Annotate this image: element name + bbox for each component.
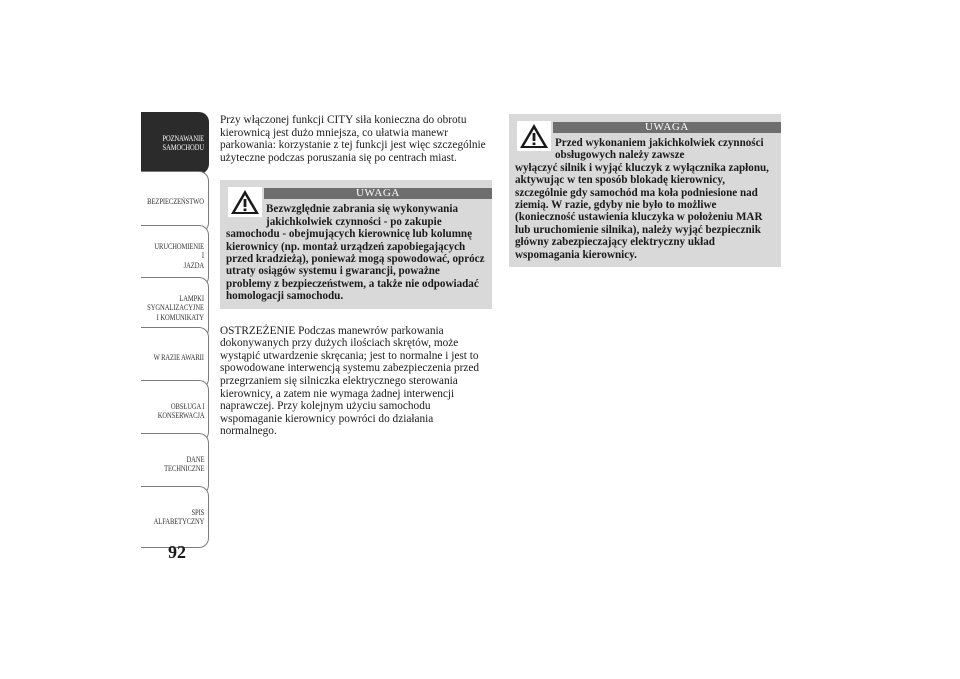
tab-label: POZNAWANIE SAMOCHODU bbox=[162, 133, 204, 152]
tab-poznawanie-samochodu[interactable] bbox=[141, 112, 209, 174]
warning-text-rest: samochodu - obejmujących kierownicę lub kolumnę kierownicy (np. montaż urządzeń zapobiegających przed kradzieżą), ponieważ mogą spowodować, oprócz utraty osiągów systemu i gwarancji, poważne problemy z bezpieczeństwem, a także nie odpowiadać homologacji samochodu. bbox=[226, 228, 485, 303]
intro-paragraph: Przy włączonej funkcji CITY siła konieczna do obrotu kierownicą jest dużo mniejsza, co ułatwia manewr parkowania: korzystanie z tej funkcji jest więc szczególnie użyteczne podczas poruszania się po centrach miast. bbox=[220, 114, 486, 164]
tab-spis-alfabetyczny[interactable] bbox=[141, 486, 209, 548]
warning-triangle-icon bbox=[517, 121, 551, 151]
warning-box bbox=[220, 180, 492, 308]
warning-text bbox=[509, 133, 781, 267]
tab-label: BEZPIECZEŃSTWO bbox=[147, 197, 204, 207]
tab-label: OBSŁUGA I KONSERWACJA bbox=[157, 401, 204, 420]
tab-label: SPIS ALFABETYCZNY bbox=[153, 507, 204, 526]
warning-text-rest: wyłączyć silnik i wyjąć kluczyk z wyłącznika zapłonu, aktywując w ten sposób blokadę kierownicy, szczególnie gdy samochód ma koła podniesione nad ziemią. W razie, gdyby nie było to możliwe (konieczność ustawienia kluczyka w położeniu MAR lub uruchomienie silnika), należy wyjąć bezpiecznik główny zabezpieczający elektryczny układ wspomagania kierownicy. bbox=[515, 161, 769, 261]
warning-heading: UWAGA bbox=[553, 122, 781, 133]
left-column bbox=[220, 114, 492, 438]
warning-text-lead: Przed wykonaniem jakichkolwiek czynności obsługowych należy zawsze bbox=[555, 137, 764, 162]
warning-text-lead: Bezwzględnie zabrania się wykonywania jakichkolwiek czynności - po zakupie bbox=[266, 203, 458, 228]
note-paragraph: OSTRZEŻENIE Podczas manewrów parkowania dokonywanych przy dużych ilościach skrętów, może wystąpić utwardzenie skręcania; jest to normalne i jest to spowodowane interwencją systemu zabezpieczenia przed przegrzaniem się silniczka elektrycznego sterowania kierownicy, a zatem nie wymaga żadnej interwencji naprawczej. Przy kolejnym użyciu samochodu wspomaganie kierownicy powróci do działania normalnego. bbox=[220, 324, 480, 438]
tab-label: DANE TECHNICZNE bbox=[163, 454, 204, 473]
warning-box bbox=[509, 114, 781, 267]
right-column bbox=[509, 114, 781, 267]
tab-bezpieczenstwo[interactable] bbox=[141, 171, 209, 233]
tab-label: LAMPKI SYGNALIZACYJNE I KOMUNIKATY bbox=[147, 293, 204, 322]
tab-label: URUCHOMIENIE I JAZDA bbox=[154, 241, 204, 270]
warning-heading: UWAGA bbox=[264, 188, 492, 199]
page-number: 92 bbox=[168, 542, 186, 562]
tab-label: W RAZIE AWARII bbox=[153, 353, 204, 363]
warning-triangle-icon bbox=[228, 187, 262, 217]
